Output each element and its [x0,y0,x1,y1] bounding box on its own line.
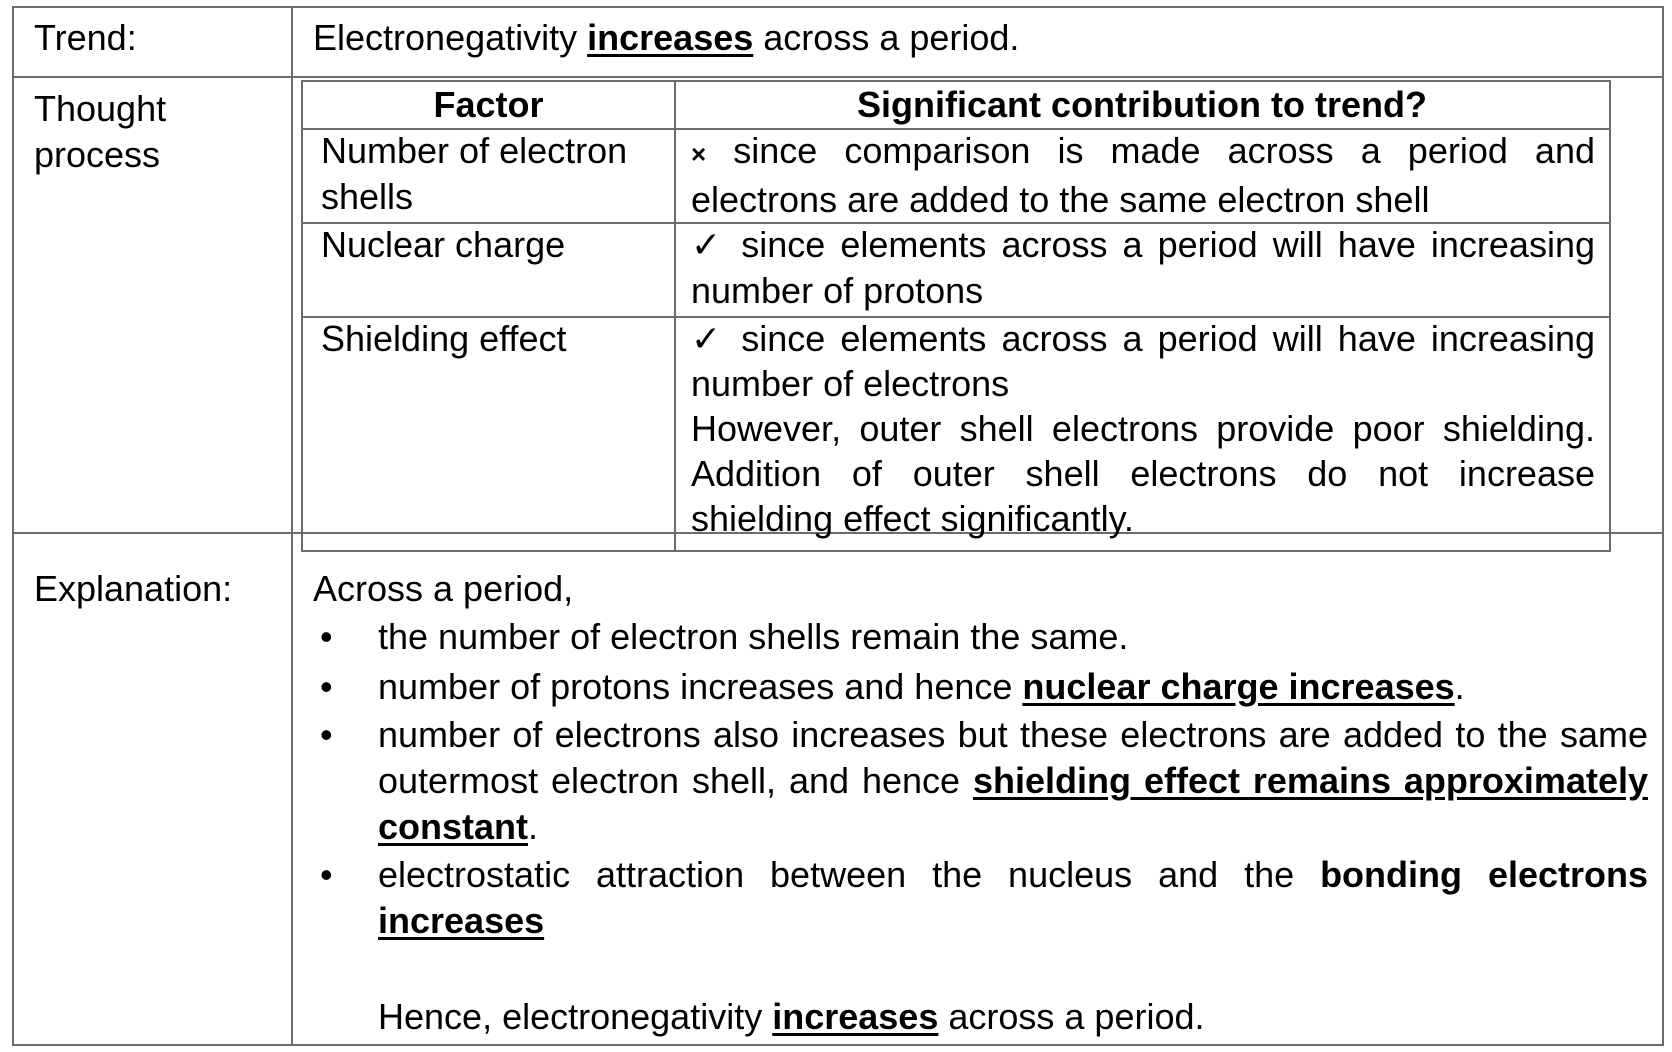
explanation-bullets [312,614,1648,944]
bullet-attraction-text: electrostatic attraction between the nucleus and the [378,854,1321,895]
cross-icon: × [691,139,707,169]
contribution-shielding-effect-reason: since elements across a period will have increasing number of electrons [691,318,1595,404]
contribution-nuclear-charge-text: since elements across a period will have increasing number of protons [691,224,1595,311]
trend-text-before: Electronegativity [313,17,588,58]
bullet-icon: • [320,854,333,895]
trend-text [313,15,1650,61]
factor-nuclear-charge: Nuclear charge [321,224,566,265]
trend-emphasis: increases [587,17,754,58]
factor-shielding-effect: Shielding effect [321,318,567,359]
factor-table [301,80,1611,552]
explanation-label: Explanation: [34,568,233,609]
attraction-emphasis: increases [378,900,545,941]
bullet-shells-text: the number of electron shells remain the same. [378,616,1129,657]
explanation-intro: Across a period, [313,568,574,609]
bullet-item-nuclear-charge [312,664,1648,710]
contribution-shielding-effect [691,316,1595,541]
contribution-header: Significant contribution to trend? [857,84,1427,125]
conclusion-emphasis: increases [772,996,939,1037]
bullet-nuclear-text: number of protons increases and hence [378,666,1023,707]
bullet-item-shells [312,614,1648,660]
trend-text-after: across a period. [753,17,1020,58]
conclusion-end: across a period. [938,996,1205,1037]
column-divider [291,8,293,1044]
explanation-conclusion [378,994,1650,1040]
contribution-electron-shells-text: since comparison is made across a period and electrons are added to the same electron shell [691,130,1595,220]
bullet-nuclear-end: . [1454,666,1465,707]
contribution-shielding-effect-text [691,316,1595,406]
contribution-shielding-effect-note: However, outer shell electrons provide poor shielding. Addition of outer shell electrons do not increase shielding effect significantly. [691,408,1595,539]
thought-process-label: Thought process [34,88,167,175]
check-icon: ✓ [691,224,727,265]
trend-label: Trend: [34,17,137,58]
bullet-shielding-end: . [528,806,539,847]
bullet-shielding-text: number of electrons also increases but these electrons are added to the same outermost electron shell, and hence [378,714,1648,801]
factor-header: Factor [433,84,544,125]
contribution-electron-shells [691,128,1595,223]
bullet-icon: • [320,714,333,755]
bullet-icon: • [320,666,333,707]
nuclear-charge-emphasis: nuclear charge increases [1022,666,1455,707]
factor-electron-shells: Number of electron shells [321,130,628,217]
conclusion-text: Hence, electronegativity [378,996,773,1037]
row-divider-1 [14,76,1662,78]
contribution-nuclear-charge [691,222,1595,314]
bonding-electrons-bold: bonding electrons [1320,854,1649,895]
shielding-emphasis: shielding effect remains approximately constant [378,760,1648,847]
bullet-icon: • [320,616,333,657]
bullet-item-shielding [312,712,1648,850]
check-icon: ✓ [691,318,727,359]
bullet-item-attraction [312,852,1648,944]
